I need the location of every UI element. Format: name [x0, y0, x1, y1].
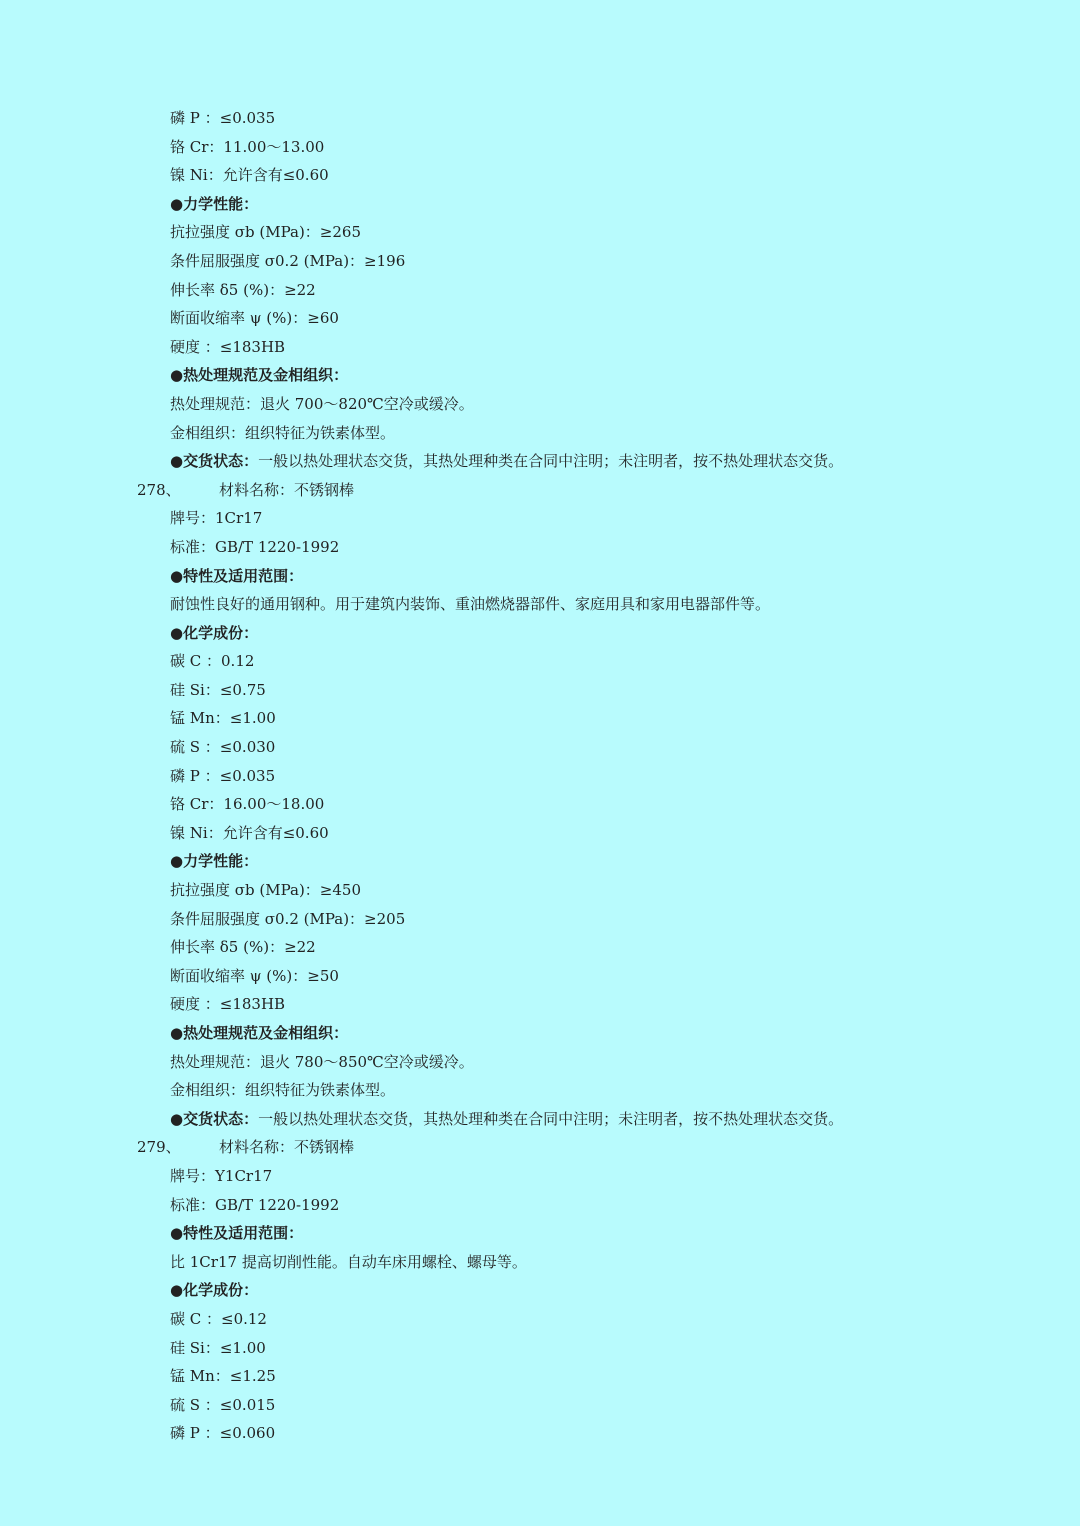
spec-section-278	[0, 504, 1080, 1133]
spec-line: 碳 C ：0.12	[170, 652, 255, 671]
spec-line: 耐蚀性良好的通用钢种。用于建筑内装饰、重油燃烧器部件、家庭用具和家用电器部件等。	[170, 595, 771, 614]
spec-line: 标准：GB/T 1220-1992	[170, 1195, 340, 1214]
spec-line: 硬度 ：≤183HB	[170, 337, 286, 356]
spec-line: 热处理规范：退火 700～820℃空冷或缓冷。	[170, 394, 474, 413]
item-header-279	[0, 1133, 1080, 1162]
section-heading: ●化学成份：	[170, 623, 259, 642]
spec-line: 磷 P ：≤0.035	[170, 766, 276, 785]
delivery-status-text: 一般以热处理状态交货，其热处理种类在合同中注明；未注明者，按不热处理状态交货。	[258, 1109, 844, 1128]
delivery-status-label: ●交货状态：	[170, 1109, 259, 1128]
spec-line: 镍 Ni：允许含有≤0.60	[170, 823, 329, 842]
section-heading: ●热处理规范及金相组织：	[170, 366, 349, 385]
spec-line: 牌号：Y1Cr17	[170, 1166, 273, 1185]
spec-line: 磷 P ：≤0.035	[170, 109, 276, 127]
spec-line: 硫 S ：≤0.015	[170, 1395, 276, 1414]
material-name: 材料名称：不锈钢棒	[219, 480, 355, 499]
spec-line: 标准：GB/T 1220-1992	[170, 537, 340, 556]
spec-line: 断面收缩率 ψ (%)：≥60	[170, 309, 339, 328]
item-header-278	[0, 476, 1080, 505]
spec-line: 抗拉强度 σb (MPa)：≥450	[170, 881, 362, 900]
spec-line: 比 1Cr17 提高切削性能。自动车床用螺栓、螺母等。	[170, 1252, 527, 1271]
section-heading: ●特性及适用范围：	[170, 566, 304, 585]
section-heading: ●特性及适用范围：	[170, 1224, 304, 1243]
spec-line: 条件屈服强度 σ0.2 (MPa)：≥196	[170, 251, 406, 270]
delivery-status-line	[0, 1105, 1080, 1134]
delivery-status-label: ●交货状态：	[170, 452, 259, 471]
spec-line: 硅 Si：≤0.75	[170, 680, 266, 699]
item-number: 279、	[137, 1138, 181, 1157]
section-heading: ●力学性能：	[170, 852, 259, 871]
spec-line: 硅 Si：≤1.00	[170, 1338, 266, 1357]
spec-line: 断面收缩率 ψ (%)：≥50	[170, 966, 339, 985]
spec-line: 伸长率 δ5 (%)：≥22	[170, 280, 316, 299]
material-name: 材料名称：不锈钢棒	[219, 1138, 355, 1157]
spec-line: 镍 Ni：允许含有≤0.60	[170, 166, 329, 185]
spec-line: 金相组织：组织特征为铁素体型。	[170, 423, 396, 442]
spec-line: 碳 C ：≤0.12	[170, 1309, 267, 1328]
spec-line: 铬 Cr：11.00～13.00	[170, 137, 325, 156]
spec-line: 抗拉强度 σb (MPa)：≥265	[170, 223, 362, 242]
item-number: 278、	[137, 480, 181, 499]
delivery-status-text: 一般以热处理状态交货，其热处理种类在合同中注明；未注明者，按不热处理状态交货。	[258, 452, 844, 471]
spec-line: 锰 Mn：≤1.25	[170, 1367, 276, 1386]
spec-line: 硬度 ：≤183HB	[170, 995, 286, 1014]
spec-line: 磷 P ：≤0.060	[170, 1424, 276, 1443]
section-heading: ●热处理规范及金相组织：	[170, 1024, 349, 1042]
delivery-status-line	[0, 447, 1080, 476]
spec-line: 铬 Cr：16.00～18.00	[170, 795, 325, 814]
spec-section-continued	[0, 104, 1080, 476]
spec-line: 锰 Mn：≤1.00	[170, 709, 276, 728]
spec-section-279	[0, 1162, 1080, 1448]
spec-line: 伸长率 δ5 (%)：≥22	[170, 938, 316, 957]
spec-line: 硫 S ：≤0.030	[170, 738, 276, 757]
document-page	[0, 104, 1080, 1448]
spec-line: 金相组织：组织特征为铁素体型。	[170, 1081, 396, 1100]
spec-line: 条件屈服强度 σ0.2 (MPa)：≥205	[170, 909, 406, 928]
section-heading: ●化学成份：	[170, 1281, 259, 1300]
spec-line: 热处理规范：退火 780～850℃空冷或缓冷。	[170, 1052, 474, 1071]
spec-line: 牌号：1Cr17	[170, 509, 263, 528]
section-heading: ●力学性能：	[170, 194, 259, 213]
